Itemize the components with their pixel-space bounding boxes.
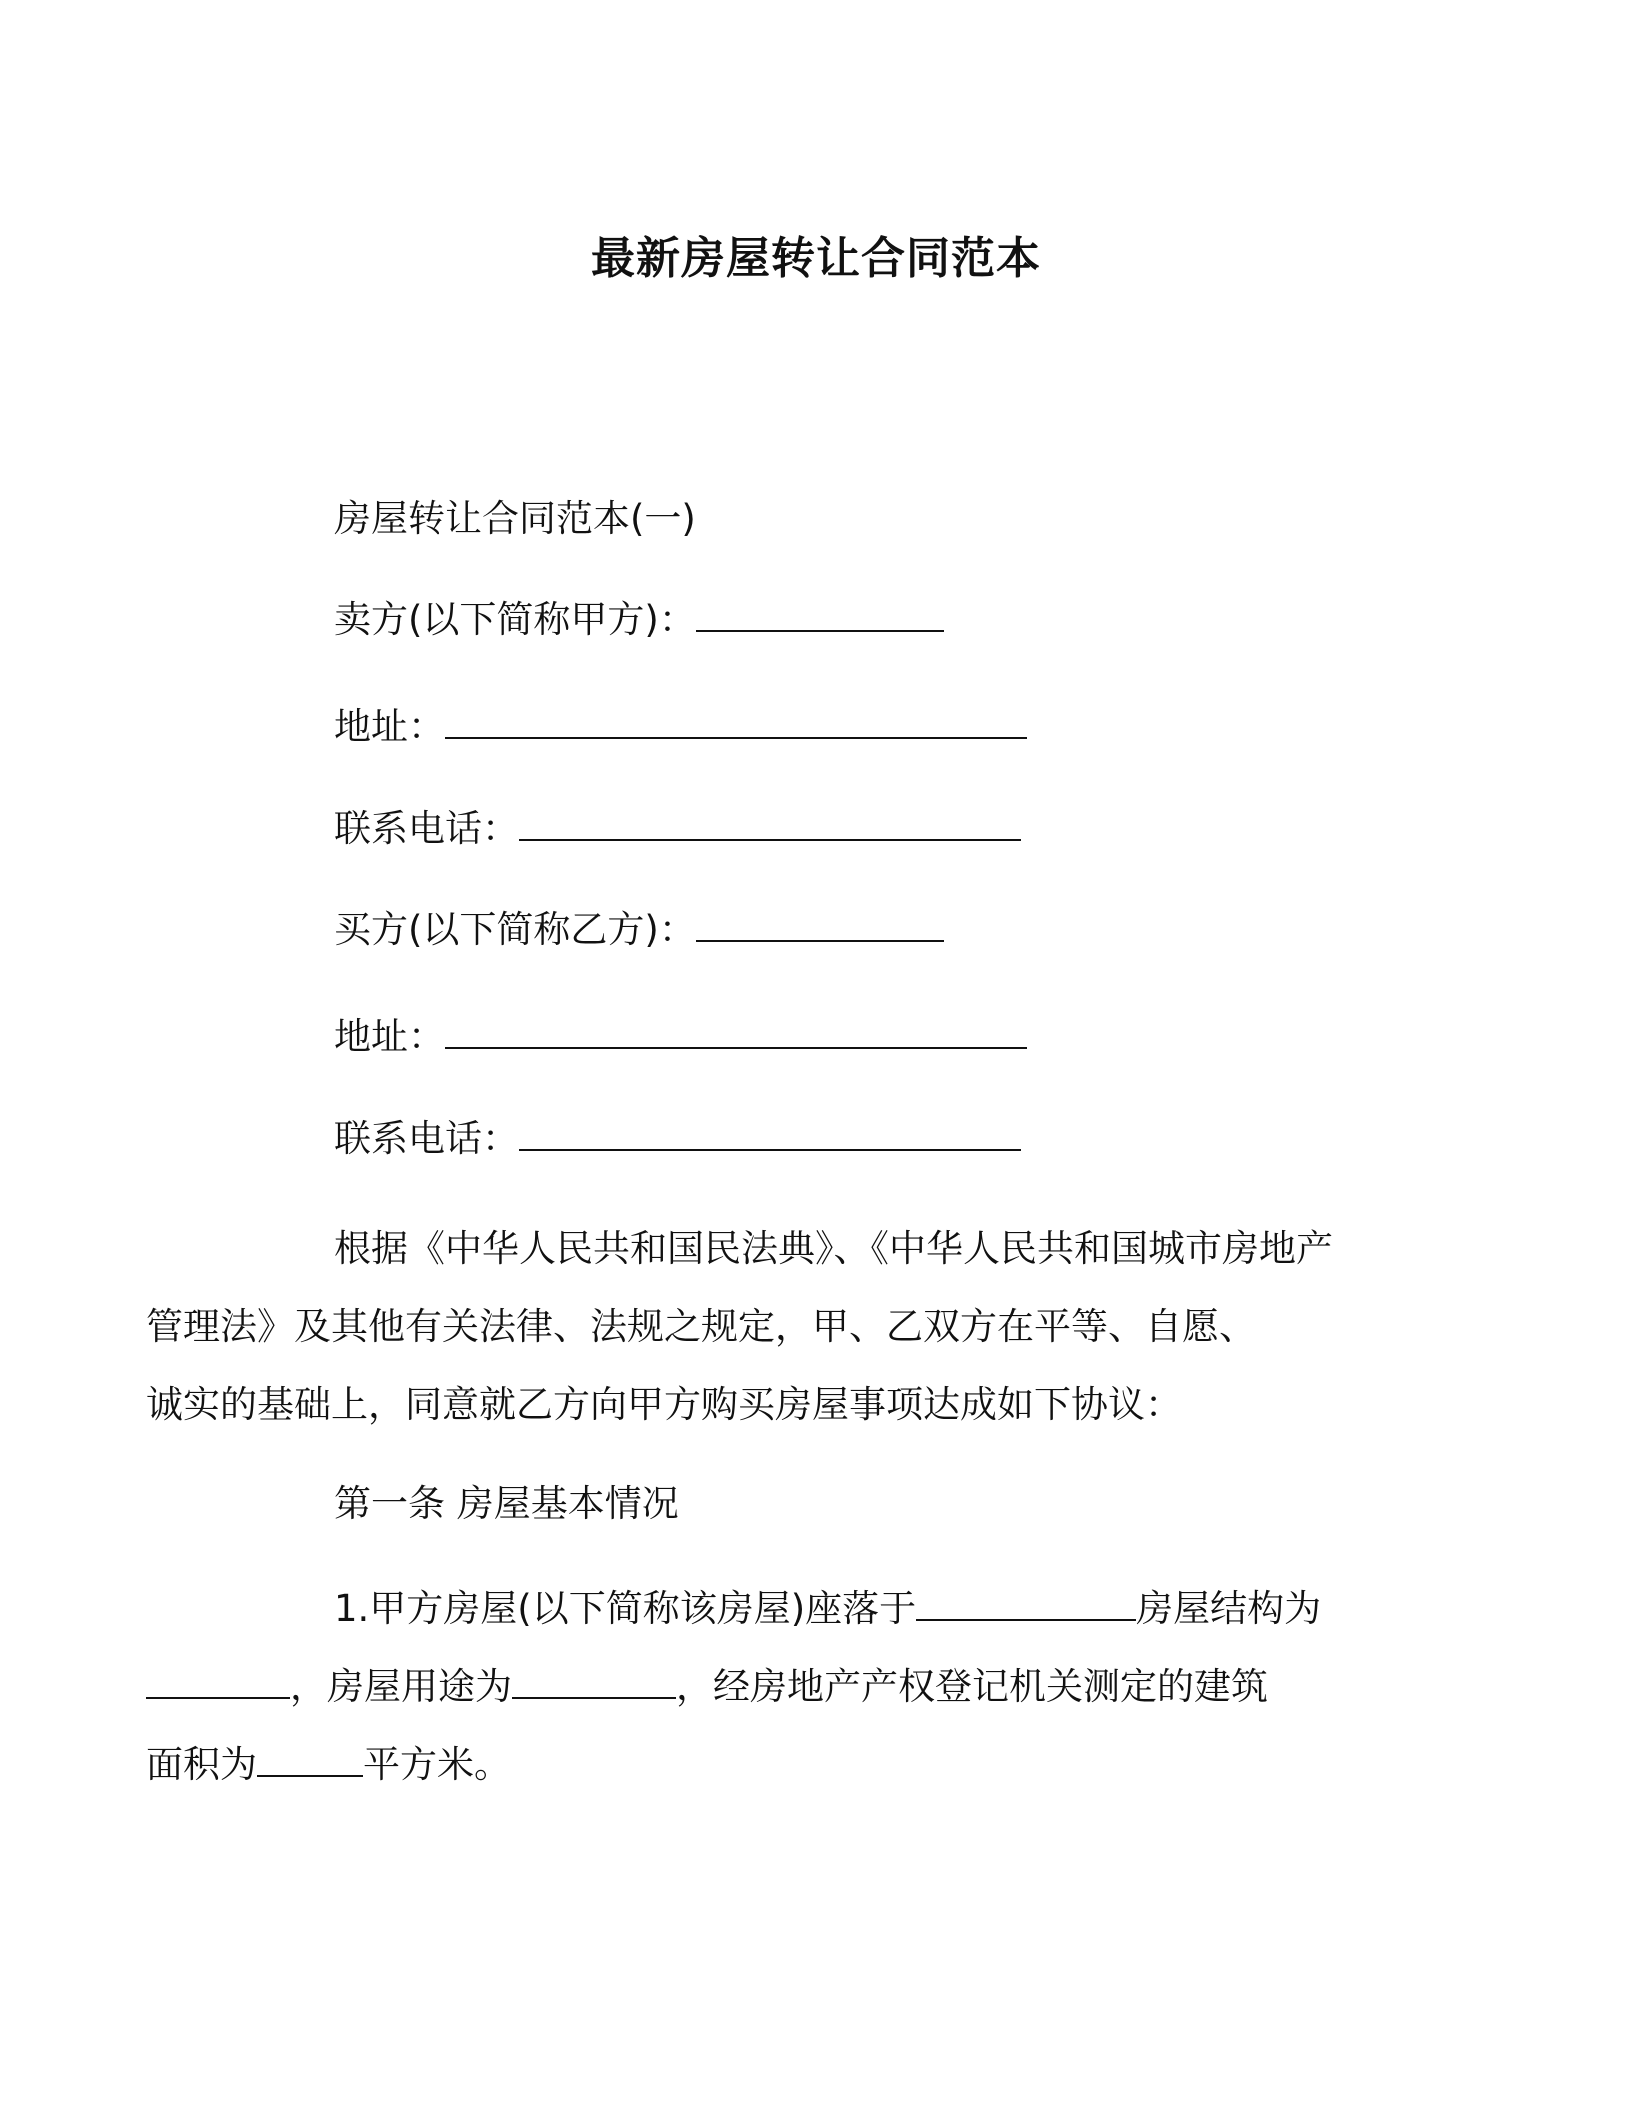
seller-address-label: 地址： — [334, 705, 445, 748]
seller-line — [334, 596, 944, 644]
buyer-line — [334, 906, 944, 954]
clause-1-area-label: 面积为 — [146, 1743, 257, 1786]
clause-1-location-label: 1.甲方房屋(以下简称该房屋)座落于 — [334, 1587, 917, 1630]
location-blank — [916, 1589, 1136, 1621]
buyer-phone-blank — [519, 1119, 1021, 1151]
buyer-label: 买方(以下简称乙方)： — [334, 908, 696, 951]
buyer-phone-label: 联系电话： — [334, 1117, 519, 1160]
clause-1-structure-label: 房屋结构为 — [1136, 1587, 1322, 1630]
clause-1-area-text: ，经房地产产权登记机关测定的建筑 — [676, 1665, 1268, 1708]
section-heading: 房屋转让合同范本(一) — [334, 497, 696, 540]
buyer-address-blank — [445, 1017, 1027, 1049]
seller-phone-label: 联系电话： — [334, 807, 519, 850]
clause-1-area-unit: 平方米。 — [363, 1743, 511, 1786]
seller-phone-blank — [519, 809, 1021, 841]
article-1-heading: 第一条 房屋基本情况 — [334, 1482, 679, 1525]
area-blank — [257, 1745, 363, 1777]
document-title: 最新房屋转让合同范本 — [591, 233, 1041, 284]
seller-address-blank — [445, 707, 1027, 739]
seller-address-line — [334, 703, 1027, 751]
buyer-address-line — [334, 1013, 1027, 1061]
clause-1-line-1 — [240, 1570, 1380, 1648]
seller-label: 卖方(以下简称甲方)： — [334, 598, 696, 641]
preamble-line-1: 根据《中华人民共和国民法典》、《中华人民共和国城市房地产 — [334, 1227, 1333, 1270]
clause-1-line-3 — [146, 1726, 1380, 1804]
clause-1-line-2 — [146, 1648, 1380, 1726]
clause-1-usage-label: ，房屋用途为 — [290, 1665, 512, 1708]
structure-blank — [146, 1667, 290, 1699]
preamble-line-3: 诚实的基础上，同意就乙方向甲方购买房屋事项达成如下协议： — [146, 1383, 1182, 1426]
buyer-phone-line — [334, 1115, 1021, 1163]
seller-name-blank — [696, 600, 944, 632]
usage-blank — [512, 1667, 676, 1699]
seller-phone-line — [334, 805, 1021, 853]
preamble-paragraph — [146, 1210, 1380, 1444]
article-1-clause-1 — [146, 1570, 1380, 1804]
preamble-line-2: 管理法》及其他有关法律、法规之规定，甲、乙双方在平等、自愿、 — [146, 1305, 1256, 1348]
buyer-name-blank — [696, 910, 944, 942]
buyer-address-label: 地址： — [334, 1015, 445, 1058]
